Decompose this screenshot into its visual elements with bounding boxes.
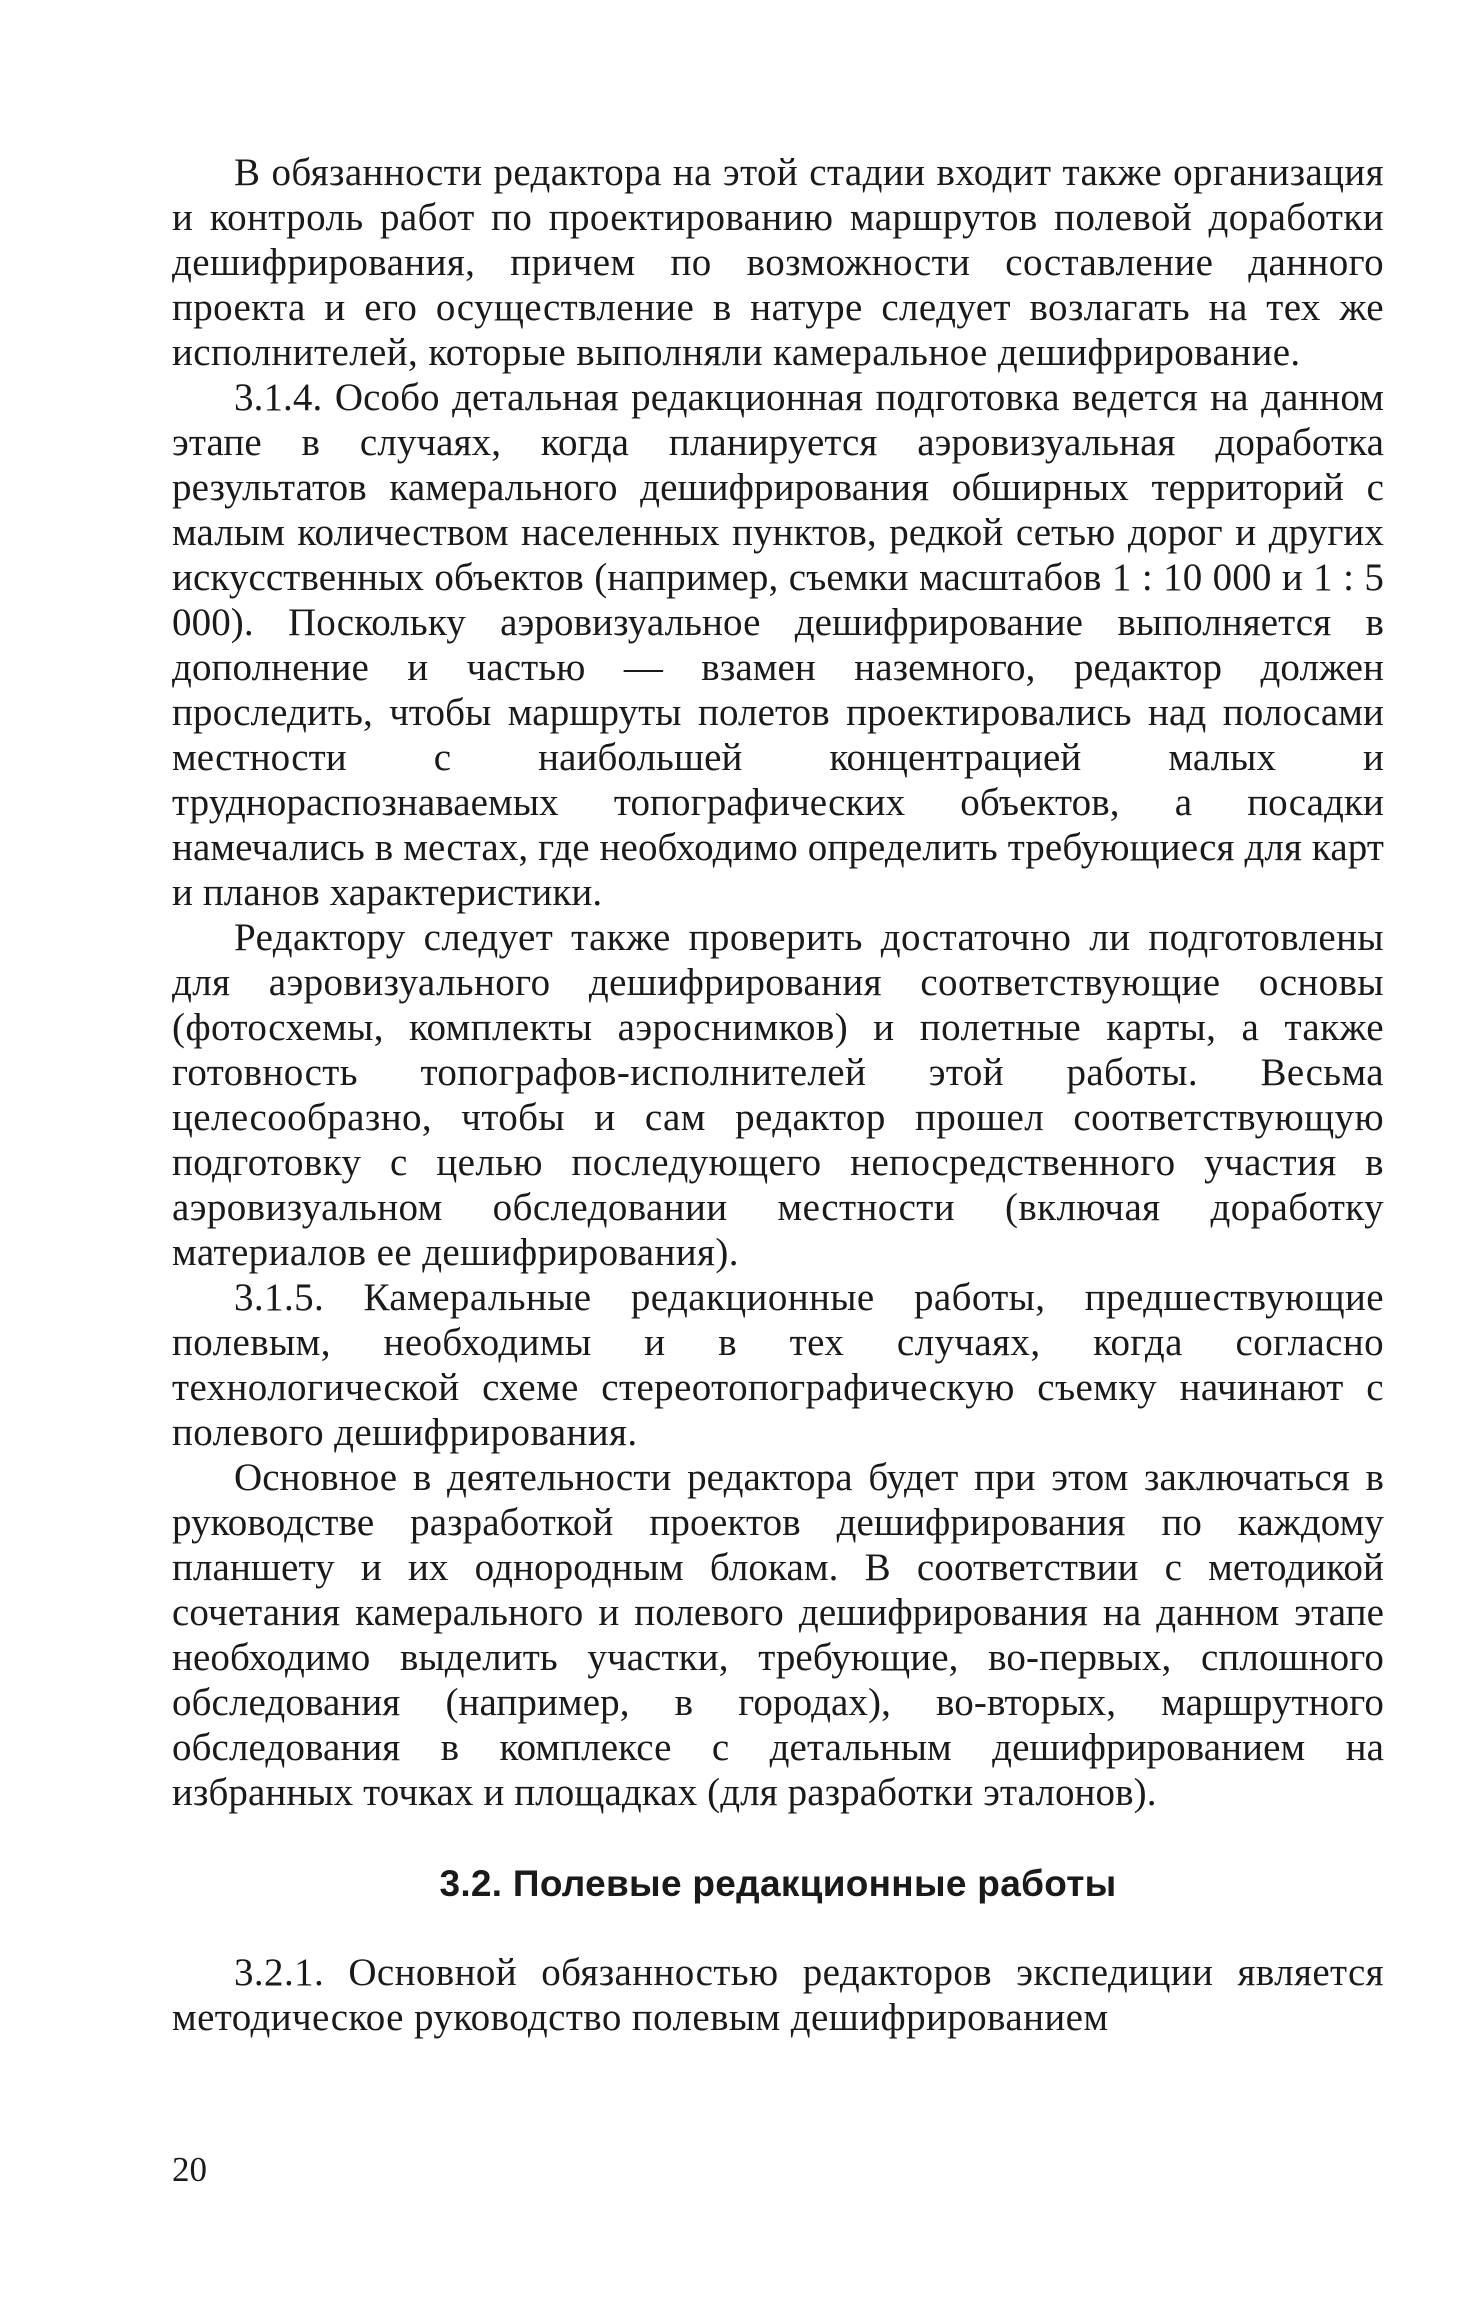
- paragraph-after-heading: 3.2.1. Основной обязанностью редакторов экспедиции является методическое руководство полевым дешифрированием: [172, 1951, 1384, 2039]
- section-heading: 3.2. Полевые редакционные работы: [439, 1863, 1117, 1904]
- paragraph-4: 3.1.5. Камеральные редакционные работы, предшествующие полевым, необходимы и в тех случаях, когда согласно технологической схеме стереотопографическую съемку начинают с полевого дешифрирования.: [172, 1276, 1384, 1454]
- paragraph-1: В обязанности редактора на этой стадии входит также организация и контроль работ по проектированию маршрутов полевой доработки дешифрирования, причем по возможности составление данного проекта и его осуществление в натуре следует возлагать на тех же исполнителей, которые выполняли камеральное дешифрирование.: [172, 151, 1384, 374]
- paragraph-2: 3.1.4. Особо детальная редакционная подготовка ведется на данном этапе в случаях, когда планируется аэровизуальная доработка результатов камерального дешифрирования обширных территорий с малым количеством населенных пунктов, редкой сетью дорог и других искусственных объектов (например, съемки масштабов 1 : 10 000 и 1 : 5 000). Поскольку аэровизуальное дешифрирование выполняется в дополнение и частью — взамен наземного, редактор должен проследить, чтобы маршруты полетов проектировались над полосами местности с наибольшей концентрацией малых и труднораспознаваемых топографических объектов, а посадки намечались в местах, где необходимо определить требующиеся для карт и планов характеристики.: [172, 376, 1384, 914]
- paragraph-3: Редактору следует также проверить достаточно ли подготовлены для аэровизуального дешифрирования соответствующие основы (фотосхемы, комплекты аэроснимков) и полетные карты, а также готовность топографов-исполнителей этой работы. Весьма целесообразно, чтобы и сам редактор прошел соответствующую подготовку с целью последующего непосредственного участия в аэровизуальном обследовании местности (включая доработку материалов ее дешифрирования).: [172, 916, 1384, 1274]
- body-text: [172, 150, 1384, 2040]
- page-number: 20: [172, 2150, 207, 2189]
- paragraph-5: Основное в деятельности редактора будет при этом заключаться в руководстве разработкой проектов дешифрирования по каждому планшету и их однородным блокам. В соответствии с методикой сочетания камерального и полевого дешифрирования на данном этапе необходимо выделить участки, требующие, во-первых, сплошного обследования (например, в городах), во-вторых, маршрутного обследования в комплексе с детальным дешифрированием на избранных точках и площадках (для разработки эталонов).: [172, 1456, 1384, 1814]
